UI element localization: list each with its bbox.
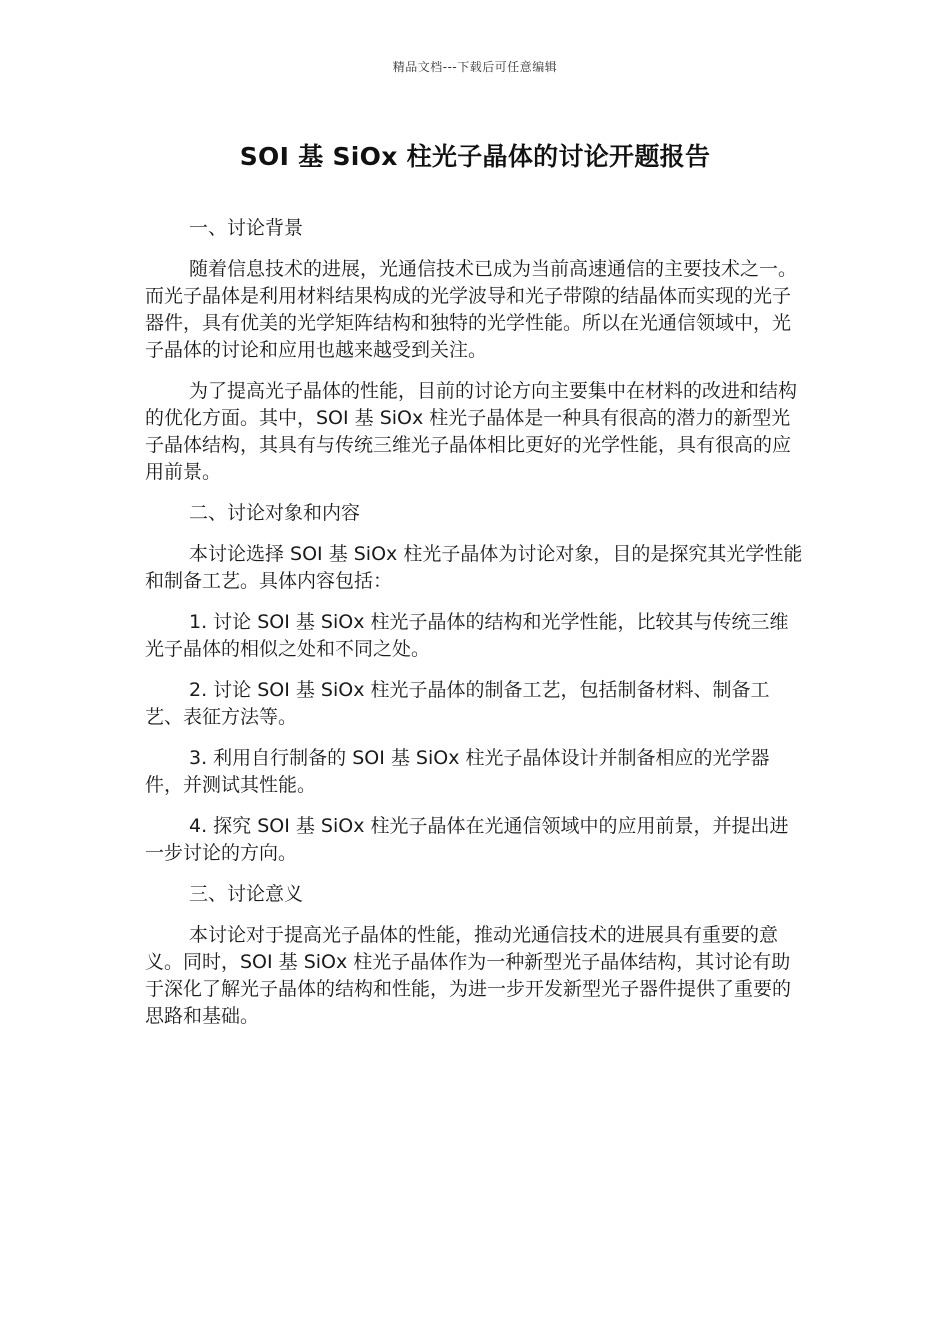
- list-item-1: 1. 讨论 SOI 基 SiOx 柱光子晶体的结构和光学性能，比较其与传统三维光子晶体的相似之处和不同之处。: [145, 611, 789, 660]
- document-title: SOI 基 SiOx 柱光子晶体的讨论开题报告: [239, 142, 711, 171]
- paragraph-background-1: 随着信息技术的进展，光通信技术已成为当前高速通信的主要技术之一。而光子晶体是利用材料结果构成的光学波导和光子带隙的结晶体而实现的光子器件，具有优美的光学矩阵结构和独特的光学性能。所以在光通信领域中，光子晶体的讨论和应用也越来越受到关注。: [145, 258, 798, 361]
- section-heading-objects: 二、讨论对象和内容: [189, 502, 361, 524]
- list-item-3: 3. 利用自行制备的 SOI 基 SiOx 柱光子晶体设计并制备相应的光学器件，并测试其性能。: [145, 747, 770, 796]
- list-item-2: 2. 讨论 SOI 基 SiOx 柱光子晶体的制备工艺，包括制备材料、制备工艺、表征方法等。: [145, 679, 770, 728]
- document-body: [145, 215, 805, 1044]
- list-item-4: 4. 探究 SOI 基 SiOx 柱光子晶体在光通信领域中的应用前景，并提出进一步讨论的方向。: [145, 815, 789, 864]
- section-heading-background: 一、讨论背景: [189, 217, 304, 239]
- paragraph-objects-intro: 本讨论选择 SOI 基 SiOx 柱光子晶体为讨论对象，目的是探究其光学性能和制备工艺。具体内容包括：: [145, 543, 803, 592]
- paragraph-significance: 本讨论对于提高光子晶体的性能，推动光通信技术的进展具有重要的意义。同时，SOI 基 SiOx 柱光子晶体作为一种新型光子晶体结构，其讨论有助于深化了解光子晶体的结构和性能，为进一步开发新型光子器件提供了重要的思路和基础。: [145, 924, 792, 1027]
- section-heading-significance: 三、讨论意义: [189, 883, 304, 905]
- header-note: 精品文档---下载后可任意编辑: [392, 60, 558, 74]
- paragraph-background-2: 为了提高光子晶体的性能，目前的讨论方向主要集中在材料的改进和结构的优化方面。其中，SOI 基 SiOx 柱光子晶体是一种具有很高的潜力的新型光子晶体结构，其具有与传统三维光子晶体相比更好的光学性能，具有很高的应用前景。: [145, 380, 798, 483]
